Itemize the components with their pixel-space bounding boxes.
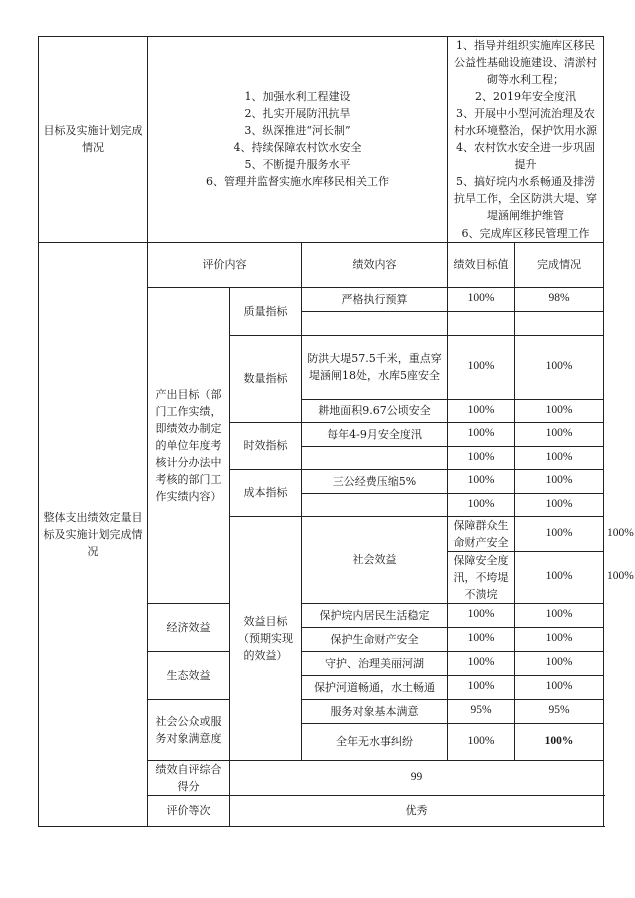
timeliness-indicator-label: 时效指标 — [230, 422, 302, 469]
done-cell: 100% — [515, 493, 604, 516]
ecological-benefit-label: 生态效益 — [148, 651, 230, 699]
plan-item: 2、扎实开展防汛抗旱 — [244, 107, 351, 121]
done-cell: 100% — [515, 627, 604, 651]
content-cell: 三公经费压缩5% — [302, 469, 448, 493]
satisfaction-label: 社会公众或服务对象满意度 — [148, 699, 230, 760]
content-cell: 防洪大堤57.5千米，重点穿堤涵闸18处，水库5座安全 — [302, 335, 448, 399]
content-cell: 保护河道畅通，水土畅通 — [302, 675, 448, 699]
score-value: 99 — [230, 760, 604, 795]
output-target-label: 产出目标（部门工作实绩，即绩效办制定的单位年度考核计分办法中考核的部门工作实绩内容） — [148, 287, 230, 603]
target-cell: 100% — [448, 603, 515, 627]
content-cell: 守护、治理美丽河湖 — [302, 651, 448, 675]
done-cell: 100% — [515, 603, 604, 627]
table-row: 效益目标（预期实现的效益） 社会效益 保障群众生命财产安全 100% 100% — [39, 516, 604, 551]
done-item: 5、搞好垸内水系畅通及排涝抗旱工作，全区防洪大堤、穿堤涵闸维护维管 — [454, 175, 598, 223]
content-cell: 耕地面积9.67公顷安全 — [302, 399, 448, 422]
done-cell: 98% — [515, 287, 604, 311]
target-cell: 100% — [448, 399, 515, 422]
plan-items-cell — [148, 37, 448, 243]
content-cell: 保护生命财产安全 — [302, 627, 448, 651]
target-cell: 100% — [515, 551, 604, 603]
content-cell — [302, 493, 448, 516]
performance-table — [38, 36, 634, 827]
done-cell — [515, 311, 604, 335]
plan-item: 5、不断提升服务水平 — [244, 158, 351, 172]
target-cell: 100% — [448, 627, 515, 651]
plan-label-cell — [39, 37, 148, 243]
table-row: 保障安全度汛，不垮堤不溃垸 100% 100% — [39, 551, 604, 603]
target-cell: 100% — [448, 422, 515, 446]
header-row — [39, 242, 604, 287]
header-done: 完成情况 — [515, 242, 604, 287]
content-cell — [302, 446, 448, 469]
done-cell: 100% — [515, 446, 604, 469]
plan-item: 6、管理并监督实施水库移民相关工作 — [206, 175, 389, 189]
target-cell: 100% — [448, 335, 515, 399]
plan-item: 3、纵深推进“河长制” — [244, 124, 351, 138]
target-cell: 100% — [448, 675, 515, 699]
score-label: 绩效自评综合得分 — [148, 760, 230, 795]
target-cell: 95% — [448, 699, 515, 723]
quality-indicator-label: 质量指标 — [230, 287, 302, 335]
plan-label: 目标及实施计划完成情况 — [43, 124, 143, 155]
target-cell: 100% — [515, 516, 604, 551]
done-cell: 95% — [515, 699, 604, 723]
content-cell: 服务对象基本满意 — [302, 699, 448, 723]
target-cell — [448, 311, 515, 335]
done-item: 2、2019年安全度汛 — [475, 90, 577, 104]
benefit-target-label: 效益目标（预期实现的效益） — [230, 516, 302, 760]
social-benefit-label: 社会效益 — [302, 516, 448, 603]
done-cell: 100% — [515, 469, 604, 493]
perf-side-label: 整体支出绩效定量目标及实施计划完成情况 — [43, 510, 143, 558]
target-cell: 100% — [448, 651, 515, 675]
done-cell: 100% — [515, 422, 604, 446]
content-cell: 全年无水事纠纷 — [302, 723, 448, 760]
content-cell — [302, 311, 448, 335]
target-cell: 100% — [448, 446, 515, 469]
target-cell: 100% — [448, 493, 515, 516]
done-cell: 100% — [515, 399, 604, 422]
done-cell: 100% — [515, 723, 604, 760]
done-items-cell — [448, 37, 604, 243]
header-eval: 评价内容 — [148, 242, 302, 287]
cost-indicator-label: 成本指标 — [230, 469, 302, 516]
grade-label: 评价等次 — [148, 795, 230, 826]
header-target: 绩效目标值 — [448, 242, 515, 287]
content-cell: 每年4-9月安全度汛 — [302, 422, 448, 446]
done-cell: 100% — [515, 651, 604, 675]
header-content: 绩效内容 — [302, 242, 448, 287]
content-cell: 严格执行预算 — [302, 287, 448, 311]
grade-value: 优秀 — [230, 795, 604, 826]
content-cell: 保障安全度汛，不垮堤不溃垸 — [448, 551, 515, 603]
quantity-indicator-label: 数量指标 — [230, 335, 302, 422]
done-item: 6、完成库区移民管理工作 — [461, 226, 590, 240]
done-item: 1、指导并组织实施库区移民公益性基础设施建设、清淤村砌等水利工程； — [454, 39, 598, 87]
target-cell: 100% — [448, 723, 515, 760]
done-item: 3、开展中小型河流治理及农村水环境整治，保护饮用水源 — [454, 107, 598, 138]
content-cell: 保障群众生命财产安全 — [448, 516, 515, 551]
plan-item: 1、加强水利工程建设 — [244, 90, 351, 104]
done-cell: 100% — [515, 335, 604, 399]
economic-benefit-label: 经济效益 — [148, 603, 230, 651]
plan-item: 4、持续保障农村饮水安全 — [233, 141, 362, 155]
target-cell: 100% — [448, 287, 515, 311]
done-item: 4、农村饮水安全进一步巩固提升 — [456, 141, 596, 172]
done-cell: 100% — [515, 675, 604, 699]
content-cell: 保护垸内居民生活稳定 — [302, 603, 448, 627]
perf-side-label-cell — [39, 242, 148, 826]
plan-row — [39, 37, 604, 243]
target-cell: 100% — [448, 469, 515, 493]
